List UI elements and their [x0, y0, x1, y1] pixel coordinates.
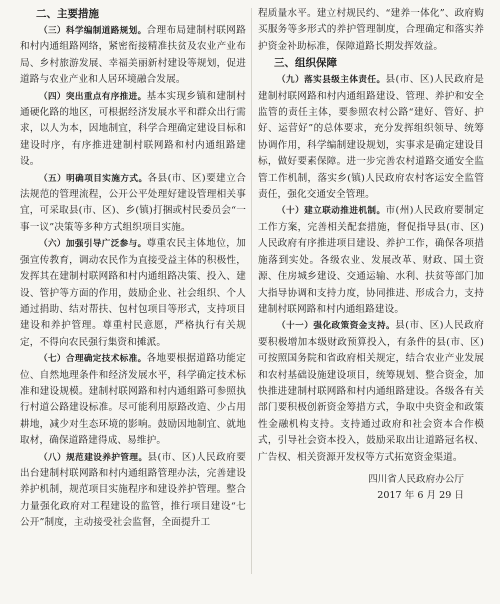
right-column [258, 6, 484, 504]
left-column [20, 6, 246, 532]
measure-item-5-text: 各县(市、区)要建立合法规范的管理流程，公开公平处理好建设管理相关事宜，可采取县(市、区)、乡(镇)打捆或村民委员会“一事一议”决策等多种方式组织项目实施。 [20, 172, 246, 233]
measure-item-8-text: 县(市、区)人民政府要出台建制村联网路和村内通组路管理办法，完善建设养护机制，规范项目实施程序和建设养护管理。整合力量强化政府对工程建设的监管，推行项目建设“七公开”制度，主动接受社会监督，全面提升工 [20, 451, 246, 529]
org-item-10-text: 市(州)人民政府要制定工作方案，完善相关配套措施，督促指导县(市、区)人民政府有序推进项目建设、养护工作，确保各项措施落到实处。各级农业、发展改革、财政、国土资源、住房城乡建设、交通运输、水利、扶贫等部门加大指导协调和支持力度，协同推进、形成合力，支持建制村联网路和村内通组路建设。 [258, 205, 484, 315]
measure-item-6 [20, 236, 246, 351]
section-heading-organization: 三、组织保障 [274, 57, 337, 70]
measure-item-4-text: 基本实现乡镇和建制村通硬化路的地区，可根据经济发展水平和群众出行需求，以人为本，因地制宜，科学合理确定建设目标和建设时序，有序推进建制村联网路和村内通组路建设。 [20, 90, 246, 168]
measure-item-6-lead: （六）加强引导广泛参与。 [39, 239, 147, 250]
measure-item-8-continuation: 程质量水平。建立村规民约、“建养一体化”、政府购买服务等多形式的养护管理制度，合理确定和落实养护资金补助标准，保障道路长期发挥效益。 [258, 8, 484, 52]
section-heading-measures: 二、主要措施 [36, 8, 99, 20]
signature-block [258, 472, 484, 504]
measure-item-6-text: 尊重农民主体地位，加强宣传教育，调动农民作为直接受益主体的积极性，发挥其在建制村联网路和村内通组路决策、投入、建设、管护等方面的作用，鼓励企业、社会组织、个人通过捐助、结对帮扶、包村包项目等形式，支持项目建设和养护管理。尊重村民意愿，严格执行有关规定，不得向农民强行集资和摊派。 [20, 238, 246, 348]
org-item-11-text: 县(市、区)人民政府要积极增加本级财政预算投入，有条件的县(市、区)可按照国务院和省政府相关规定，结合农业产业发展和农村基础设施建设项目，统筹规划、整合资金，加快推进建制村联网路和村内通组路建设。各级各有关部门要积极创新资金筹措方式，争取中央资金和政策性金融机构支持。支持通过政府和社会资本合作模式，引导社会资本投入，鼓励采取出让道路冠名权、广告权、相关资源开发权等方式拓宽资金渠道。 [258, 320, 484, 463]
org-item-10-lead: （十）建立联动推进机制。 [277, 206, 386, 217]
org-item-11 [258, 318, 484, 466]
measure-item-7-text: 各地要根据道路功能定位、自然地理条件和经济发展水平，科学确定技术标准和建设规模。建制村联网路和村内通组路可参照执行村道公路建设标准。尽可能利用原路改造、少占用耕地，减少对生态环境的影响。鼓励因地制宜、就地取材，确保道路建得成、易维护。 [20, 353, 246, 447]
measure-item-7-lead: （七）合理确定技术标准。 [39, 354, 147, 365]
measure-item-4 [20, 89, 246, 171]
org-item-11-lead: （十一）强化政策资金支持。 [277, 321, 396, 332]
org-item-9-text: 县(市、区)人民政府是建制村联网路和村内通组路建设、管理、养护和安全监管的责任主体，要参照农村公路“建好、管好、护好、运营好”的总体要求，充分发挥组织领导、统筹协调作用，科学编制建设规划，实事求是确定建设目标，做好要素保障。进一步完善农村道路交通安全监管工作机制，落实乡(镇)人民政府农村客运安全监管责任，强化交通安全管理。 [258, 74, 484, 201]
measure-item-3-lead: （三）科学编制道路规划。 [39, 26, 147, 36]
measure-item-8 [20, 450, 246, 532]
measure-item-8-lead: （八）规范建设养护管理。 [39, 452, 148, 463]
org-item-9 [258, 72, 484, 203]
issuer-name: 四川省人民政府办公厅 [368, 473, 464, 485]
measure-item-3-text: 合理布局建制村联网路和村内通组路网络，紧密衔接精准扶贫及农业产业布局、乡村旅游发展、幸福美丽新村建设等规划，促进道路与农业产业和人居环境融合发展。 [20, 25, 246, 86]
measure-item-7 [20, 351, 246, 449]
org-item-9-lead: （九）落实县级主体责任。 [277, 75, 386, 86]
measure-item-3 [20, 23, 246, 89]
column-divider [251, 8, 252, 574]
org-item-10 [258, 203, 484, 318]
issue-date: 2017 年 6 月 29 日 [377, 489, 464, 501]
measure-item-4-lead: （四）突出重点有序推进。 [39, 91, 147, 102]
measure-item-5-lead: （五）明确项目实施方式。 [39, 173, 148, 184]
measure-item-5 [20, 171, 246, 237]
